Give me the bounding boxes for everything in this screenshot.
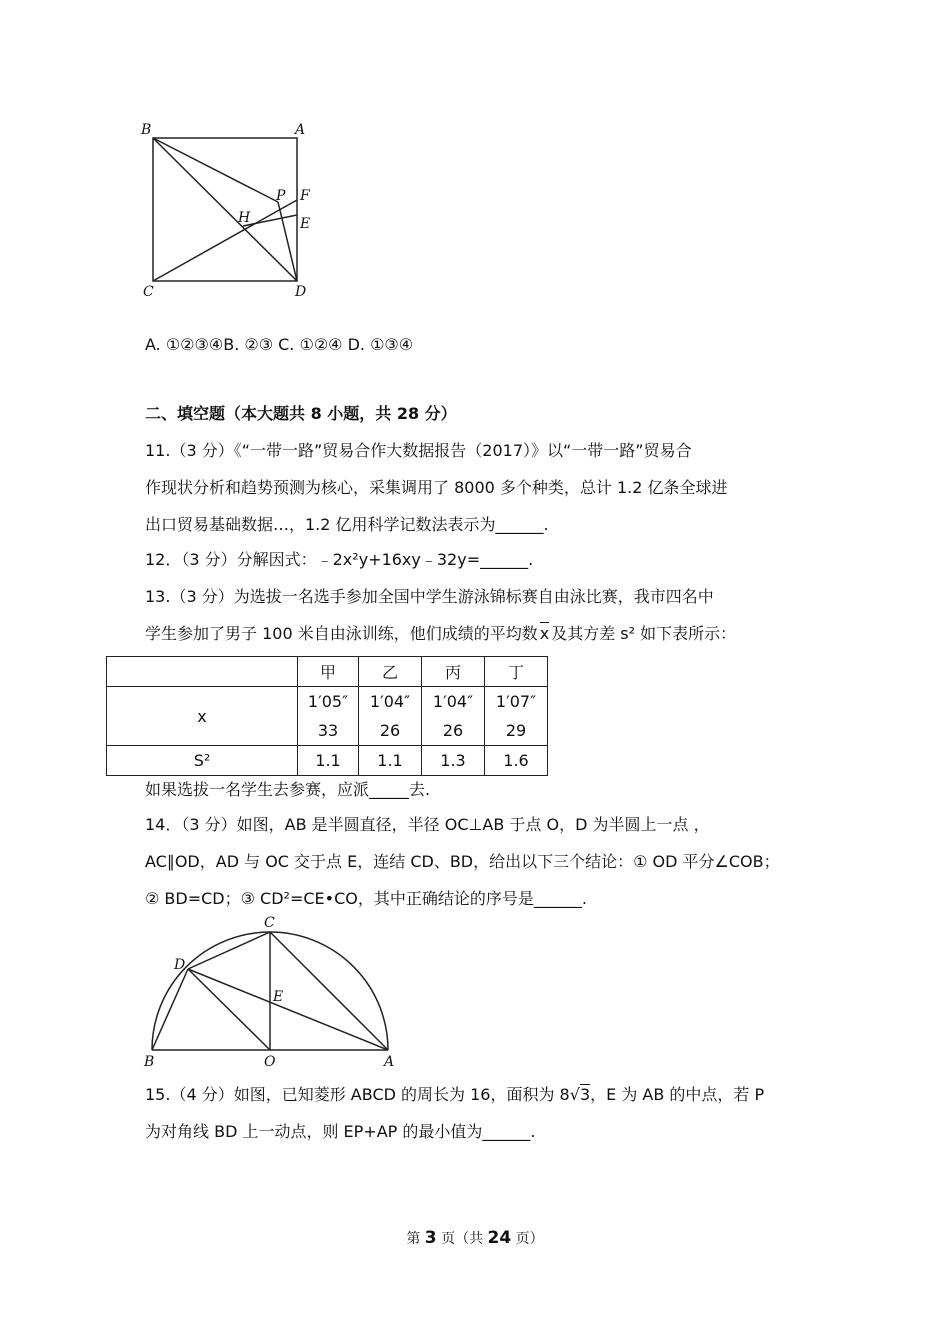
table-header-row xyxy=(107,657,548,687)
q13-line2-post: 及其方差 s² 如下表所示： xyxy=(551,624,737,643)
label-b: B xyxy=(144,1054,155,1070)
q14-line1: 14．（3 分）如图，AB 是半圆直径，半径 OC⊥AB 于点 O，D 为半圆上一点 ， xyxy=(145,815,710,834)
table-row-label: S² xyxy=(107,746,298,776)
segment-od xyxy=(188,969,270,1050)
label-a: A xyxy=(295,122,306,138)
label-f: F xyxy=(300,188,310,204)
label-c: C xyxy=(264,915,275,931)
table-cell: 1′05″ 33 xyxy=(298,687,359,746)
page-footer: 第 3 页（共 24 页） xyxy=(406,1228,544,1248)
q13-line2 xyxy=(145,624,736,644)
segment-ac xyxy=(270,932,388,1050)
table-cell: 1.3 xyxy=(422,746,485,776)
segment-ad xyxy=(188,969,388,1050)
table-cell: 1.6 xyxy=(485,746,548,776)
table-header-cell: 丙 xyxy=(422,657,485,687)
q11-line3: 出口贸易基础数据…，1.2 亿用科学记数法表示为______. xyxy=(145,515,549,534)
segment-bp xyxy=(153,138,278,202)
segment-bd xyxy=(152,969,188,1050)
label-o: O xyxy=(264,1054,276,1070)
square-figure xyxy=(138,118,328,303)
swim-stats-table xyxy=(106,656,548,776)
label-d: D xyxy=(174,957,186,973)
table-cell: 1′07″ 29 xyxy=(485,687,548,746)
q13-line1: 13.（3 分）为选拔一名选手参加全国中学生游泳锦标赛自由泳比赛，我市四名中 xyxy=(145,587,714,606)
label-p: P xyxy=(276,188,286,204)
label-c: C xyxy=(143,284,154,300)
q14-line3: ② BD=CD；③ CD²=CE•CO，其中正确结论的序号是______. xyxy=(145,889,587,908)
table-header-cell: 丁 xyxy=(485,657,548,687)
q15-line2: 为对角线 BD 上一动点，则 EP+AP 的最小值为______. xyxy=(145,1122,536,1141)
q15-line1-pre: 15.（4 分）如图，已知菱形 ABCD 的周长为 16，面积为 8 xyxy=(145,1085,570,1104)
q15-line1-post: ，E 为 AB 的中点，若 P xyxy=(590,1085,765,1104)
label-b: B xyxy=(141,122,152,138)
q11-line2: 作现状分析和趋势预测为核心，采集调用了 8000 多个种类，总计 1.2 亿条全球进 xyxy=(145,478,728,497)
table-header-cell: 乙 xyxy=(359,657,422,687)
table-header-cell: 甲 xyxy=(298,657,359,687)
table-row xyxy=(107,687,548,746)
semicircle-figure xyxy=(138,915,403,1070)
x-bar-symbol: x xyxy=(539,624,550,643)
q11-line1: 11.（3 分）《“一带一路”贸易合作大数据报告（2017）》以“一带一路”贸易合 xyxy=(145,441,692,460)
label-d: D xyxy=(295,284,307,300)
segment-pd xyxy=(278,202,297,281)
sqrt-symbol: √3 xyxy=(569,1085,591,1104)
answer-choices: A. ①②③④B. ②③ C. ①②④ D. ①③④ xyxy=(145,335,414,354)
segment-cf xyxy=(153,200,297,281)
segment-he xyxy=(243,215,297,226)
q13-after: 如果选拔一名学生去参赛，应派_____去. xyxy=(145,780,431,799)
q14-line2: AC∥OD，AD 与 OC 交于点 E，连结 CD、BD，给出以下三个结论：① OD 平分∠COB； xyxy=(145,852,780,871)
q12-line1: 12．（3 分）分解因式：﹣2x²y+16xy﹣32y=______. xyxy=(145,550,534,569)
table-cell: 1′04″ 26 xyxy=(359,687,422,746)
label-a: A xyxy=(384,1054,395,1070)
q15-line1 xyxy=(145,1085,764,1105)
section-title: 二、填空题（本大题共 8 小题，共 28 分） xyxy=(145,404,457,423)
table-cell: 1.1 xyxy=(298,746,359,776)
table-row xyxy=(107,746,548,776)
segment-cd xyxy=(188,932,270,969)
q13-line2-pre: 学生参加了男子 100 米自由泳训练，他们成绩的平均数 xyxy=(145,624,538,643)
label-e: E xyxy=(273,989,284,1005)
table-row-label: x xyxy=(107,687,298,746)
diagonal-bd xyxy=(153,138,297,281)
table-header-cell xyxy=(107,657,298,687)
label-h: H xyxy=(238,210,251,226)
label-e: E xyxy=(300,216,311,232)
table-cell: 1′04″ 26 xyxy=(422,687,485,746)
table-cell: 1.1 xyxy=(359,746,422,776)
